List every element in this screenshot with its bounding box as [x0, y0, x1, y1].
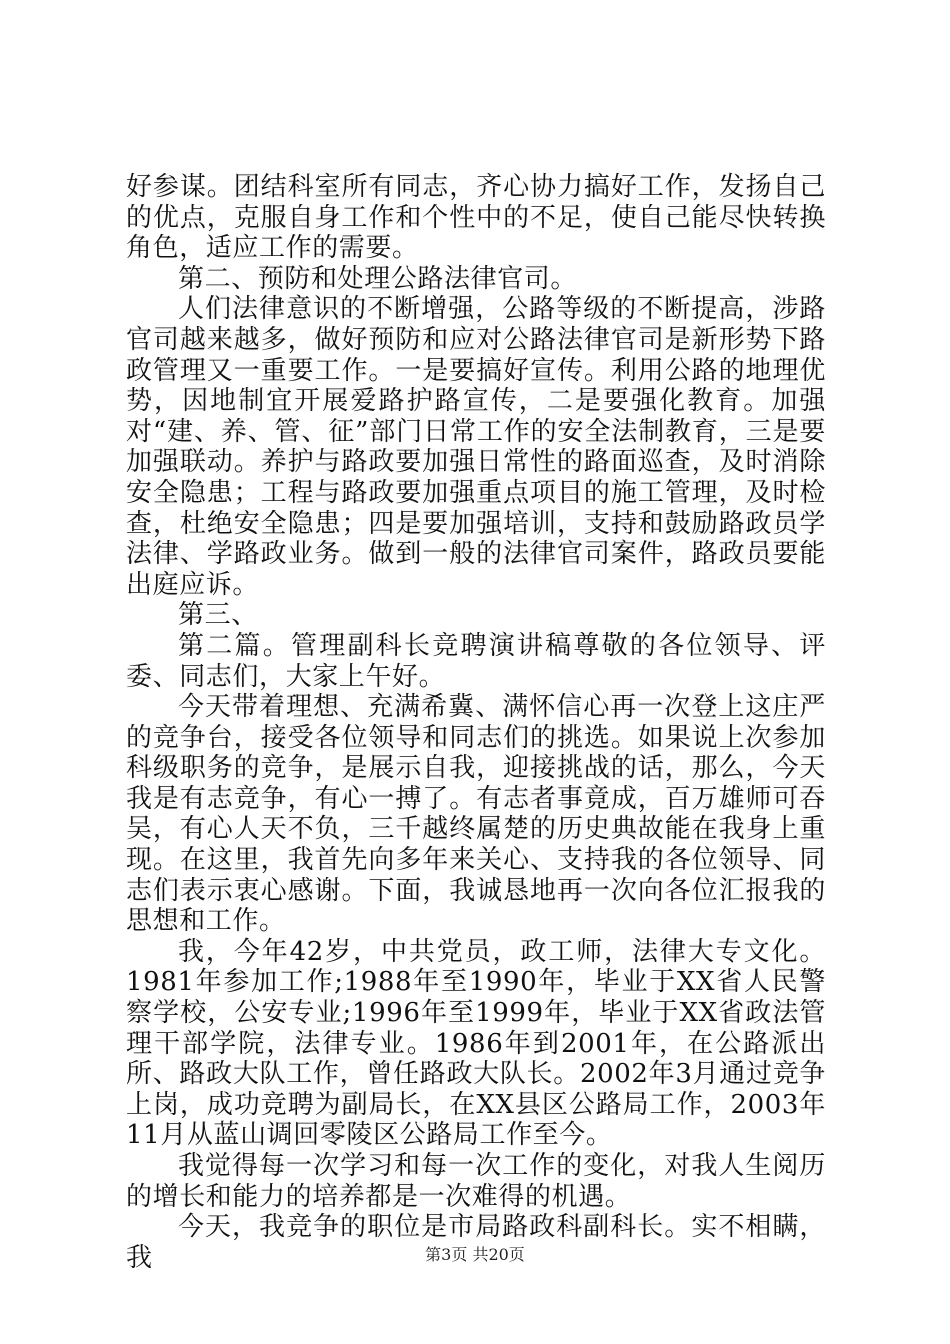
section-heading: 第三、 — [178, 600, 258, 631]
section-heading: 第二、预防和处理公路法律官司。 — [178, 263, 578, 294]
document-body — [126, 172, 826, 1273]
paragraph: 好参谋。团结科室所有同志，齐心协力搞好工作，发扬自己的优点，克服自身工作和个性中的不足，使自己能尽快转换角色，适应工作的需要。 — [126, 172, 826, 264]
paragraph: 人们法律意识的不断增强，公路等级的不断提高，涉路官司越来越多，做好预防和应对公路法律官司是新形势下路政管理又一重要工作。一是要搞好宣传。利用公路的地理优势，因地制宜开展爱路护路宣传，二是要强化教育。加强对“建、养、管、征”部门日常工作的安全法制教育，三是要加强联动。养护与路政要加强日常性的路面巡查，及时消除安全隐患；工程与路政要加强重点项目的施工管理，及时检查，杜绝安全隐患；四是要加强培训，支持和鼓励路政员学法律、学路政业务。做到一般的法律官司案件，路政员要能出庭应诉。 — [126, 294, 826, 600]
paragraph: 第二篇。管理副科长竞聘演讲稿尊敬的各位领导、评委、同志们，大家上午好。 — [126, 630, 826, 692]
paragraph: 我觉得每一次学习和每一次工作的变化，对我人生阅历的增长和能力的培养都是一次难得的机遇。 — [126, 1151, 826, 1212]
paragraph: 今天，我竞争的职位是市局路政科副科长。实不相瞒，我 — [126, 1212, 826, 1273]
page-number-footer: 第3页 共20页 — [425, 1245, 525, 1264]
paragraph: 我，今年42岁，中共党员，政工师，法律大专文化。1981年参加工作;1988年至1990年，毕业于XX省人民警察学校，公安专业;1996年至1999年，毕业于XX省政法管理干部学院，法律专业。1986年到2001年，在公路派出所、路政大队工作，曾任路政大队长。2002年3月通过竞争上岗，成功竞聘为副局长，在XX县区公路局工作，2003年11月从蓝山调回零陵区公路局工作至今。 — [126, 936, 826, 1151]
paragraph: 今天带着理想、充满希冀、满怀信心再一次登上这庄严的竞争台，接受各位领导和同志们的挑选。如果说上次参加科级职务的竞争，是展示自我，迎接挑战的话，那么，今天我是有志竞争，有心一搏了。有志者事竟成，百万雄师可吞吴，有心人天不负，三千越终属楚的历史典故能在我身上重现。在这里，我首先向多年来关心、支持我的各位领导、同志们表示衷心感谢。下面，我诚恳地再一次向各位汇报我的思想和工作。 — [126, 692, 826, 937]
